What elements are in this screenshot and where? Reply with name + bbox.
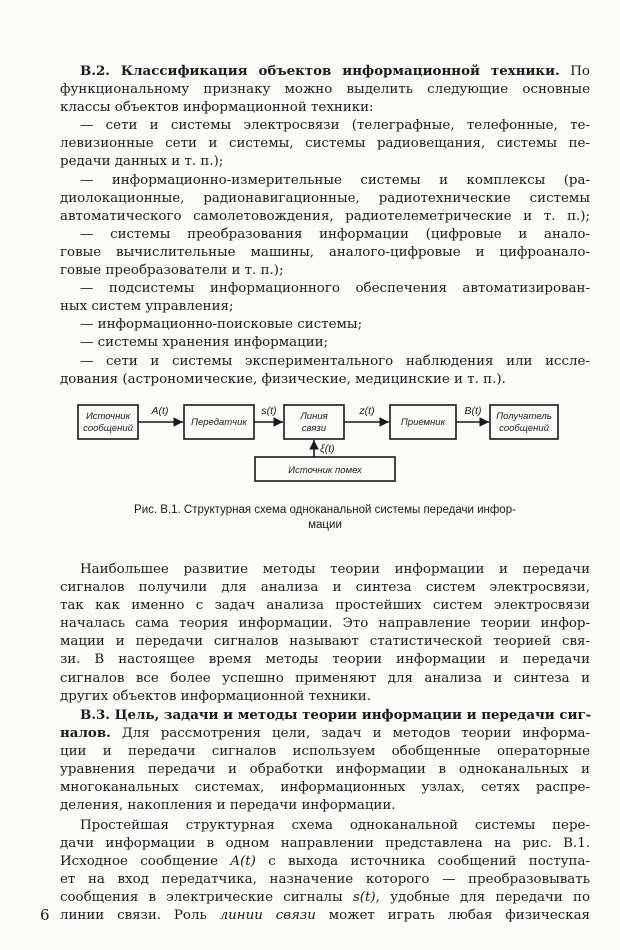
section-b2-paragraph: В.2. Классификация объектов информационной техники. По функциональному признаку можно выделить следующие основные классы объектов информационной техники: — сети и системы электросвязи (телеграфные, телефонные, те- левизионные сети и системы, системы радиовещания, системы пе- редачи данных и т. п.); — информационно-измерительные системы и комплексы (ра- диолокационные, радионавигационные, радиотехнические системы автоматического самолетовождения, радиотелеметрические и т. п.); — системы преобразования информации (цифровые и анало- говые вычислительные машины, аналого-цифровые и цифроанало- говые преобразователи и т. п.); — подсистемы информационного обеспечения автоматизирован- ных систем управления; — информационно-поисковые системы; — системы хранения информации; — сети и системы экспериментального наблюдения или иссле- дования (астрономические, физические, медицинские и т. п.). xyxy=(60,62,590,389)
list-item: — информационно-измерительные системы и комплексы (ра- xyxy=(80,172,590,188)
text-line: зи. В настоящее время методы теории информации и передачи xyxy=(60,652,590,668)
list-item: — системы преобразования информации (цифровые и анало- xyxy=(80,226,590,242)
text-line: дачи информации в одном направлении представлена на рис. В.1. xyxy=(60,836,590,852)
text-line: ции и передачи сигналов используем обобщенные операторные xyxy=(60,744,590,760)
list-item: — системы хранения информации; xyxy=(80,335,329,351)
text-line: ет на вход передатчика, назначение которого — преобразовывать xyxy=(60,872,590,888)
section-b3-paragraph: В.3. Цель, задачи и методы теории информации и передачи сиг- налов. Для рассмотрения цели, задач и методов теории информа- ции и передачи сигналов используем обобщенные операторные уравнения передачи и обработки информации в одноканальных и многоканальных системах, информационных узлах, сетях распре- деления, накопления и передачи информации. xyxy=(60,706,590,816)
text-line: сигналов все более успешно применяют для анализа и синтеза и xyxy=(60,670,590,686)
text-line: дования (астрономические, физические, медицинские и т. п.). xyxy=(60,371,506,387)
channel-label-2: связи xyxy=(301,423,327,434)
source-label-2: сообщений xyxy=(83,423,133,434)
text-line: автоматического самолетовождения, радиотелеметрические и т. п.); xyxy=(60,208,590,224)
text-line: редачи данных и т. п.); xyxy=(60,154,224,170)
list-item: — информационно-поисковые системы; xyxy=(80,317,363,333)
theory-paragraph xyxy=(60,561,590,706)
text-line: началась сама теория информации. Это направление теории инфор- xyxy=(60,616,590,632)
list-item: — сети и системы электросвязи (телеграфные, телефонные, те- xyxy=(80,118,590,134)
section-b2-heading: В.2. Классификация объектов информационной техники. xyxy=(80,63,560,79)
page-number: 6 xyxy=(40,906,50,924)
formula-a-t: A(t) xyxy=(230,854,256,870)
section-b3-heading: В.3. Цель, задачи и методы теории информации и передачи сиг- xyxy=(80,707,592,723)
signal-b-label: B(t) xyxy=(464,405,482,417)
text-line: сигналов получили для анализа и синтеза систем электросвязи, xyxy=(60,580,590,596)
text-line: Наибольшее развитие методы теории информации и передачи xyxy=(80,562,590,577)
text-line: многоканальных системах, информационных узлах, сетях распре- xyxy=(60,780,590,796)
signal-z-label: z(t) xyxy=(359,405,375,417)
text-line: говые преобразователи и т. п.); xyxy=(60,263,284,279)
italic-term: линии связи xyxy=(219,908,316,924)
signal-s-label: s(t) xyxy=(261,405,277,417)
text-line: говые вычислительные машины, аналого-цифровые и цифроанало- xyxy=(60,244,590,260)
text-line: так как именно с задач анализа простейших систем электросвязи xyxy=(60,598,590,614)
text-line: мации и передачи сигналов называют статистической теорией свя- xyxy=(60,634,590,650)
transmitter-label: Передатчик xyxy=(191,417,247,428)
source-label-1: Источник xyxy=(85,411,131,422)
figure-caption: Рис. В.1. Структурная схема одноканальной системы передачи инфор- мации xyxy=(134,504,516,531)
recipient-label-2: сообщений xyxy=(499,423,549,434)
formula-s-t: s(t) xyxy=(352,890,376,906)
text-line: классы объектов информационной техники: xyxy=(60,100,374,116)
block-diagram xyxy=(70,395,570,495)
signal-xi-label: ξ(t) xyxy=(320,443,335,455)
signal-a-label: A(t) xyxy=(151,405,169,417)
text-line: ных систем управления; xyxy=(60,299,234,315)
text-line: Простейшая структурная схема одноканальной системы пере- xyxy=(80,818,590,833)
list-item: — подсистемы информационного обеспечения автоматизирован- xyxy=(80,281,590,297)
text-line: других объектов информационной техники. xyxy=(60,688,371,704)
recipient-label-1: Получатель xyxy=(496,411,552,422)
text-line: функциональному признаку можно выделить следующие основные xyxy=(60,82,590,98)
text-line: диолокационные, радионавигационные, радиотехнические системы xyxy=(60,190,590,206)
text-line: уравнения передачи и обработки информации в одноканальных и xyxy=(60,762,590,778)
list-item: — сети и системы экспериментального наблюдения или иссле- xyxy=(80,353,590,369)
channel-label-1: Линия xyxy=(300,411,328,422)
section-b3-heading-end: налов. xyxy=(60,725,111,742)
receiver-label: Приемник xyxy=(400,417,446,428)
noise-label: Источник помех xyxy=(288,465,362,476)
last-paragraph: Простейшая структурная схема одноканальной системы пере- дачи информации в одном направлении представлена на рис. В.1. Исходное сообщение A(t) с выхода источника сообщений поступа- ет на вход передатчика, назначение которого — преобразовывать сообщения в электрические сигналы s(t), удобные для передачи по линии связи. Роль линии связи может играть любая физическая xyxy=(60,818,591,924)
text-line: деления, накопления и передачи информации. xyxy=(60,798,396,814)
text-line: левизионные сети и системы, системы радиовещания, системы пе- xyxy=(60,136,590,152)
